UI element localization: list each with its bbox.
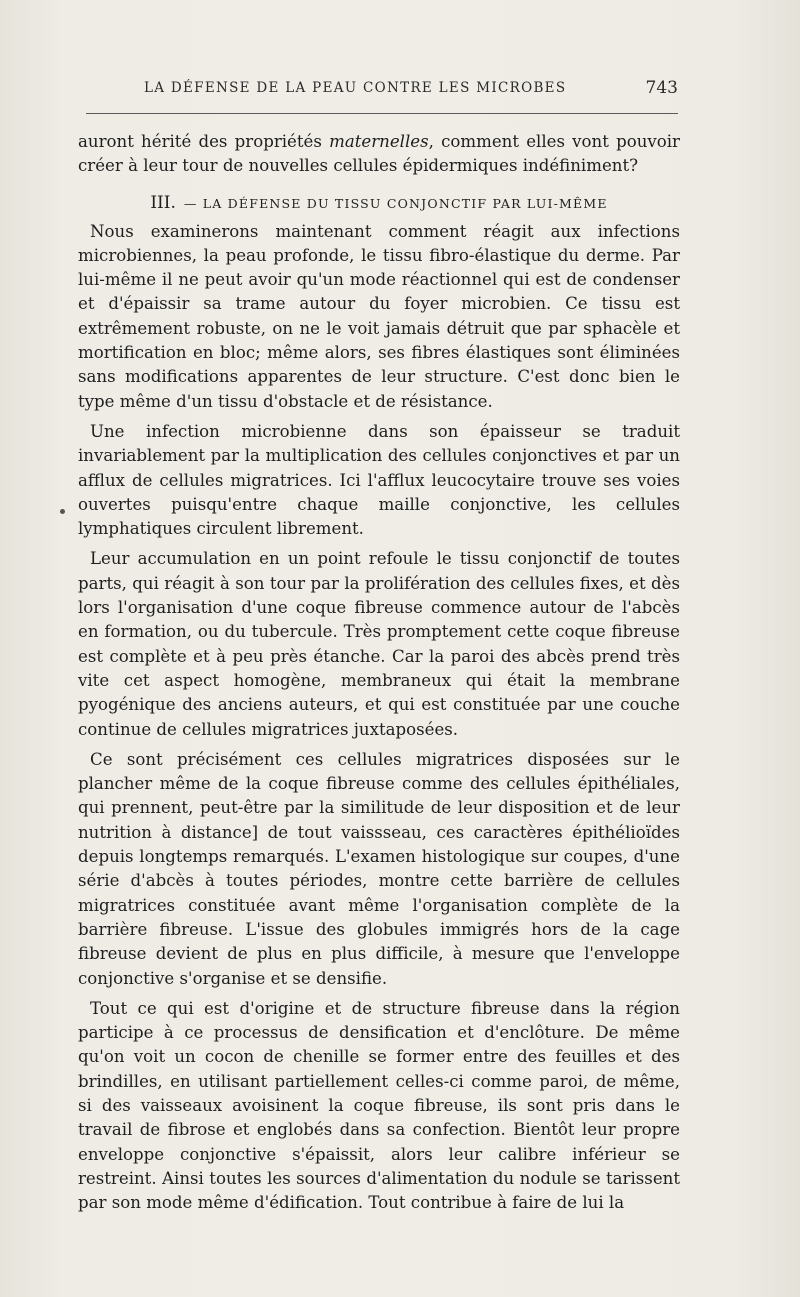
opening-text-before: auront hérité des propriétés	[78, 132, 330, 151]
paragraph: Tout ce qui est d'origine et de structure fibreuse dans la région participe à ce processus de densification et d'enclôture. De même qu'on voit un cocon de chenille se former entre des feuilles et des brindilles, en utilisant partiellement celles-ci comme paroi, de même, si des vaisseaux avoisinent la coque fibreuse, ils sont pris dans le travail de fibrose et englobés dans sa confection. Bientôt leur propre enveloppe conjonctive s'épaissit, alors leur calibre inférieur se restreint. Ainsi toutes les sources d'alimentation du nodule se tarissent par son mode même d'édification. Tout contribue à faire de lui la	[78, 998, 680, 1213]
margin-mark	[60, 509, 65, 514]
opening-paragraph	[78, 130, 680, 179]
body-text	[78, 130, 680, 1215]
opening-text-after: , comment elles vont pouvoir créer à leur tour de nouvelles cellules épidermiques indéfiniment?	[78, 132, 680, 176]
header-rule	[86, 113, 678, 114]
running-title: LA DÉFENSE DE LA PEAU CONTRE LES MICROBES	[144, 80, 567, 96]
section-number: III.	[150, 192, 176, 213]
section-title: — LA DÉFENSE DU TISSU CONJONCTIF PAR LUI-MÊME	[183, 195, 608, 211]
running-header	[86, 78, 678, 104]
paragraph: Nous examinerons maintenant comment réagit aux infections microbiennes, la peau profonde, le tissu fibro-élastique du derme. Par lui-même il ne peut avoir qu'un mode réactionnel qui est de condenser et d'épaissir sa trame autour du foyer microbien. Ce tissu est extrêmement robuste, on ne le voit jamais détruit que par sphacèle et mortification en bloc; même alors, ses fibres élastiques sont éliminées sans modifications apparentes de leur structure. C'est donc bien le type même d'un tissu d'obstacle et de résistance.	[78, 221, 680, 411]
paragraph: Ce sont précisément ces cellules migratrices disposées sur le plancher même de la coque fibreuse comme des cellules épithéliales, qui prennent, peut-être par la similitude de leur disposition et de leur nutrition à distance] de tout vaissseau, ces caractères épithélioïdes depuis longtemps remarqués. L'examen histologique sur coupes, d'une série d'abcès à toutes périodes, montre cette barrière de cellules migratrices constituée avant même l'organisation complète de la barrière fibreuse. L'issue des globules immigrés hors de la cage fibreuse devient de plus en plus difficile, à mesure que l'enveloppe conjonctive s'organise et se densifie.	[78, 749, 680, 988]
paragraph: Une infection microbienne dans son épaisseur se traduit invariablement par la multiplication des cellules conjonctives et par un afflux de cellules migratrices. Ici l'afflux leucocytaire trouve ses voies ouvertes puisqu'entre chaque maille conjonctive, les cellules lymphatiques circulent librement.	[78, 421, 680, 539]
paragraph: Leur accumulation en un point refoule le tissu conjonctif de toutes parts, qui réagit à son tour par la prolifération des cellules fixes, et dès lors l'organisation d'une coque fibreuse commence autour de l'abcès en formation, ou du tubercule. Très promptement cette coque fibreuse est complète et à peu près étanche. Car la paroi des abcès prend très vite cet aspect homogène, membraneux qui était la membrane pyogénique des anciens auteurs, et qui est constituée par une couche continue de cellules migratrices juxtaposées.	[78, 549, 680, 739]
opening-emphasis: maternelles	[329, 132, 429, 151]
page-number: 743	[645, 78, 678, 98]
section-heading	[78, 193, 680, 214]
